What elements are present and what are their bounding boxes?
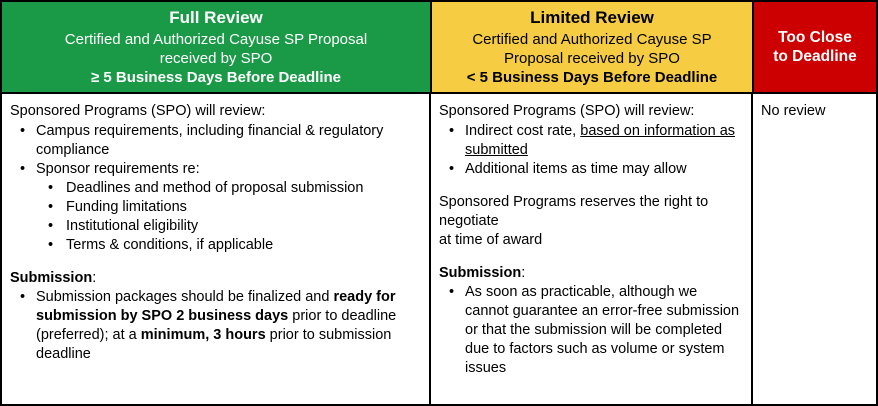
header-limited-review — [431, 0, 753, 94]
limited-review-note-line2: at time of award — [439, 232, 543, 248]
limited-review-submission-label: Submission — [439, 265, 522, 281]
list-item: • Terms & conditions, if applicable — [36, 236, 421, 255]
submission-text-3: prior to submission deadline — [36, 327, 392, 362]
header-full-review-line1: Certified and Authorized Cayuse SP Proposal — [64, 31, 368, 48]
full-review-submission-label: Submission — [10, 270, 93, 286]
header-full-review-title: Full Review — [169, 8, 263, 27]
list-item: • As soon as practicable, although we cannot guarantee an error-free submission or that the submission will be completed due to factors such as volume or system issues — [439, 283, 743, 378]
full-review-sublist — [36, 179, 421, 255]
full-review-lead: Sponsored Programs (SPO) will review: — [10, 103, 266, 119]
full-review-list — [10, 122, 421, 255]
full-review-submission-list — [10, 288, 421, 364]
header-full-review-line3: ≥ 5 Business Days Before Deadline — [91, 69, 341, 86]
header-too-close-line1: Too Close — [778, 29, 852, 46]
limited-review-note-line1: Sponsored Programs reserves the right to negotiate — [439, 194, 709, 229]
header-full-review-line2: received by SPO — [159, 50, 273, 67]
list-item: • Institutional eligibility — [36, 217, 421, 236]
limited-review-submission-colon: : — [521, 265, 526, 281]
full-review-submission-colon: : — [92, 270, 97, 286]
list-item — [10, 288, 421, 364]
table-header-row — [0, 0, 878, 94]
header-full-review — [0, 0, 431, 94]
limited-item1-underline: based on information as submitted — [465, 123, 736, 158]
header-too-close-to-deadline — [753, 0, 878, 94]
spacer — [439, 250, 743, 264]
header-limited-review-line1: Certified and Authorized Cayuse SP — [472, 31, 712, 48]
list-item — [439, 122, 743, 160]
submission-text-bold-1: ready for submission by SPO 2 business days — [36, 289, 396, 324]
list-item: • Campus requirements, including financial & regulatory compliance — [10, 122, 421, 160]
submission-text-bold-2: minimum, 3 hours — [140, 327, 266, 343]
cell-limited-review-content — [431, 94, 753, 404]
spacer — [10, 255, 421, 269]
limited-review-list — [439, 122, 743, 179]
list-item: • Additional items as time may allow — [439, 160, 743, 179]
spacer — [439, 179, 743, 193]
limited-review-lead: Sponsored Programs (SPO) will review: — [439, 103, 695, 119]
header-limited-review-line2: Proposal received by SPO — [504, 50, 680, 67]
header-limited-review-line3: < 5 Business Days Before Deadline — [466, 69, 718, 86]
limited-review-submission-list — [439, 283, 743, 378]
header-too-close-line2: to Deadline — [773, 48, 857, 65]
too-close-text: No review — [761, 103, 826, 119]
full-review-submission-heading — [10, 269, 421, 288]
limited-review-submission-heading — [439, 264, 743, 283]
submission-text-2: prior to deadline (preferred); at a — [36, 308, 397, 343]
cell-full-review-content — [2, 94, 431, 404]
table-body-row — [0, 94, 878, 406]
list-item — [10, 160, 421, 255]
submission-text-1: Submission packages should be finalized and — [36, 289, 334, 305]
limited-item1-pre: Indirect cost rate, — [465, 123, 581, 139]
cell-too-close-content — [753, 94, 874, 404]
header-limited-review-title: Limited Review — [530, 8, 654, 27]
full-review-item2-label: Sponsor requirements re: — [36, 161, 200, 177]
list-item: • Funding limitations — [36, 198, 421, 217]
list-item: • Deadlines and method of proposal submission — [36, 179, 421, 198]
